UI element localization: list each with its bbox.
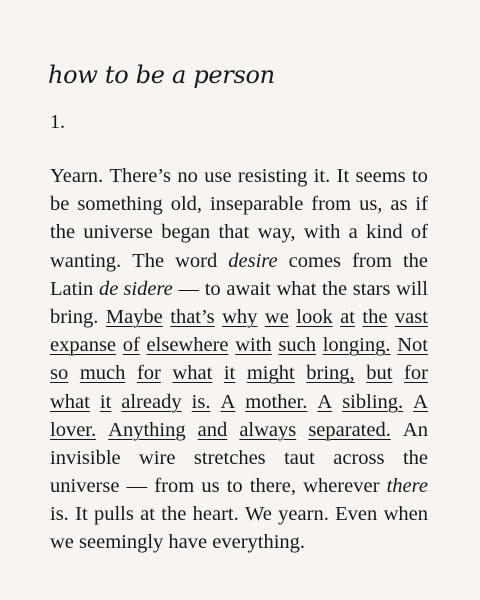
word: The	[132, 249, 165, 272]
word: at	[140, 503, 155, 526]
text-line	[50, 444, 428, 472]
text-line	[50, 388, 428, 416]
word: when	[383, 503, 428, 526]
word: it.	[313, 165, 331, 187]
underlined-word: bring,	[306, 362, 355, 385]
underlined-word: look	[296, 305, 333, 328]
word: Yearn.	[50, 165, 104, 187]
word: the	[50, 221, 76, 244]
word: to	[411, 165, 428, 187]
word: stretches	[193, 446, 266, 469]
underlined-word: Anything	[108, 418, 186, 441]
word: we	[50, 531, 74, 554]
word: comes	[288, 249, 342, 272]
word: use	[204, 165, 232, 187]
underlined-word: lover.	[50, 418, 97, 441]
text-line	[50, 472, 428, 500]
word: have	[168, 531, 208, 554]
word: —	[178, 277, 199, 300]
underlined-word: why	[222, 305, 258, 328]
underlined-word: sibling.	[342, 390, 404, 413]
word: heart.	[192, 503, 239, 526]
word: us	[201, 475, 220, 498]
word: inseparable	[209, 193, 304, 216]
word: It	[75, 503, 88, 526]
word: what	[276, 277, 317, 300]
underlined-word: of	[122, 334, 140, 357]
word: the	[402, 446, 428, 469]
underlined-word: such	[278, 334, 316, 357]
word: across	[333, 446, 385, 469]
word: wanting.	[50, 249, 122, 272]
italic-word: de sidere	[98, 277, 173, 300]
underlined-word: might	[246, 362, 295, 385]
word: An	[402, 418, 428, 441]
word: something	[77, 193, 163, 216]
underlined-word: with	[235, 334, 272, 357]
word: bring.	[50, 305, 99, 328]
underlined-word: vast	[394, 305, 428, 328]
word: the	[322, 277, 348, 300]
underlined-word: it	[223, 362, 236, 385]
word: kind	[366, 221, 403, 244]
text-line	[50, 218, 428, 246]
underlined-word: longing.	[322, 334, 391, 357]
word: will	[396, 277, 428, 300]
word: us,	[359, 193, 383, 216]
underlined-word: so	[50, 362, 69, 385]
word: seemingly	[79, 531, 164, 554]
word: universe	[50, 475, 120, 498]
word: resisting	[237, 165, 308, 187]
text-line	[50, 275, 428, 303]
underlined-word: it	[99, 390, 112, 413]
word: way,	[257, 221, 296, 244]
text-line	[50, 303, 428, 331]
word: from	[352, 249, 392, 272]
word: no	[177, 165, 198, 187]
word: taut	[284, 446, 315, 469]
word: It	[336, 165, 350, 187]
underlined-word: for	[136, 362, 161, 385]
word: from	[154, 475, 195, 498]
italic-word: desire	[228, 249, 278, 272]
underlined-word: A	[413, 390, 428, 413]
word: to	[226, 475, 243, 498]
word: invisible	[50, 446, 121, 469]
text-line	[50, 500, 428, 528]
text-line	[50, 247, 428, 275]
underlined-word: expanse	[50, 334, 117, 357]
text-line	[50, 162, 428, 190]
text-line	[50, 528, 428, 556]
underlined-word: A	[317, 390, 333, 413]
word: everything.	[212, 531, 306, 554]
word: from	[311, 193, 352, 216]
underlined-word: that’s	[170, 305, 215, 328]
body-paragraph	[50, 162, 428, 557]
underlined-word: mother.	[245, 390, 308, 413]
word: There’s	[109, 165, 171, 187]
section-number: 1.	[50, 111, 65, 133]
underlined-word: the	[362, 305, 388, 328]
underlined-word: Maybe	[105, 305, 163, 328]
underlined-word: we	[264, 305, 289, 328]
italic-word: there	[386, 475, 428, 498]
underlined-word: and	[197, 418, 228, 441]
underlined-word: separated.	[308, 418, 391, 441]
word: Latin	[50, 277, 94, 300]
word: universe	[83, 221, 153, 244]
word: seems	[355, 165, 406, 187]
underlined-word: for	[404, 362, 428, 385]
underlined-word: Not	[397, 334, 428, 357]
word: —	[126, 475, 148, 498]
word: the	[402, 249, 428, 272]
underlined-word: always	[239, 418, 297, 441]
word: if	[415, 193, 428, 216]
word: stars	[352, 277, 391, 300]
underlined-word: much	[79, 362, 126, 385]
word: there,	[249, 475, 296, 498]
text-line	[50, 331, 428, 359]
word: We	[245, 503, 272, 526]
page-title: how to be a person	[48, 61, 275, 89]
underlined-word: what	[50, 390, 90, 413]
word: await	[226, 277, 271, 300]
underlined-word: what	[172, 362, 213, 385]
word: wire	[139, 446, 176, 469]
underlined-word: already	[121, 390, 182, 413]
word: of	[410, 221, 428, 244]
word: that	[218, 221, 250, 244]
word: yearn.	[278, 503, 329, 526]
word: a	[348, 221, 358, 244]
text-line	[50, 359, 428, 387]
word: as	[390, 193, 408, 216]
word: the	[161, 503, 187, 526]
underlined-word: elsewhere	[146, 334, 229, 357]
underlined-word: but	[366, 362, 393, 385]
underlined-word: at	[340, 305, 355, 328]
word: wherever	[303, 475, 380, 498]
word: began	[161, 221, 211, 244]
text-line	[50, 416, 428, 444]
word: word	[175, 249, 218, 272]
underlined-word: A	[220, 390, 236, 413]
word: be	[50, 193, 70, 216]
text-line	[50, 190, 428, 218]
word: is.	[50, 503, 69, 526]
word: Even	[335, 503, 378, 526]
word: to	[204, 277, 221, 300]
underlined-word: is.	[191, 390, 211, 413]
word: old,	[170, 193, 203, 216]
word: with	[303, 221, 341, 244]
word: pulls	[93, 503, 134, 526]
